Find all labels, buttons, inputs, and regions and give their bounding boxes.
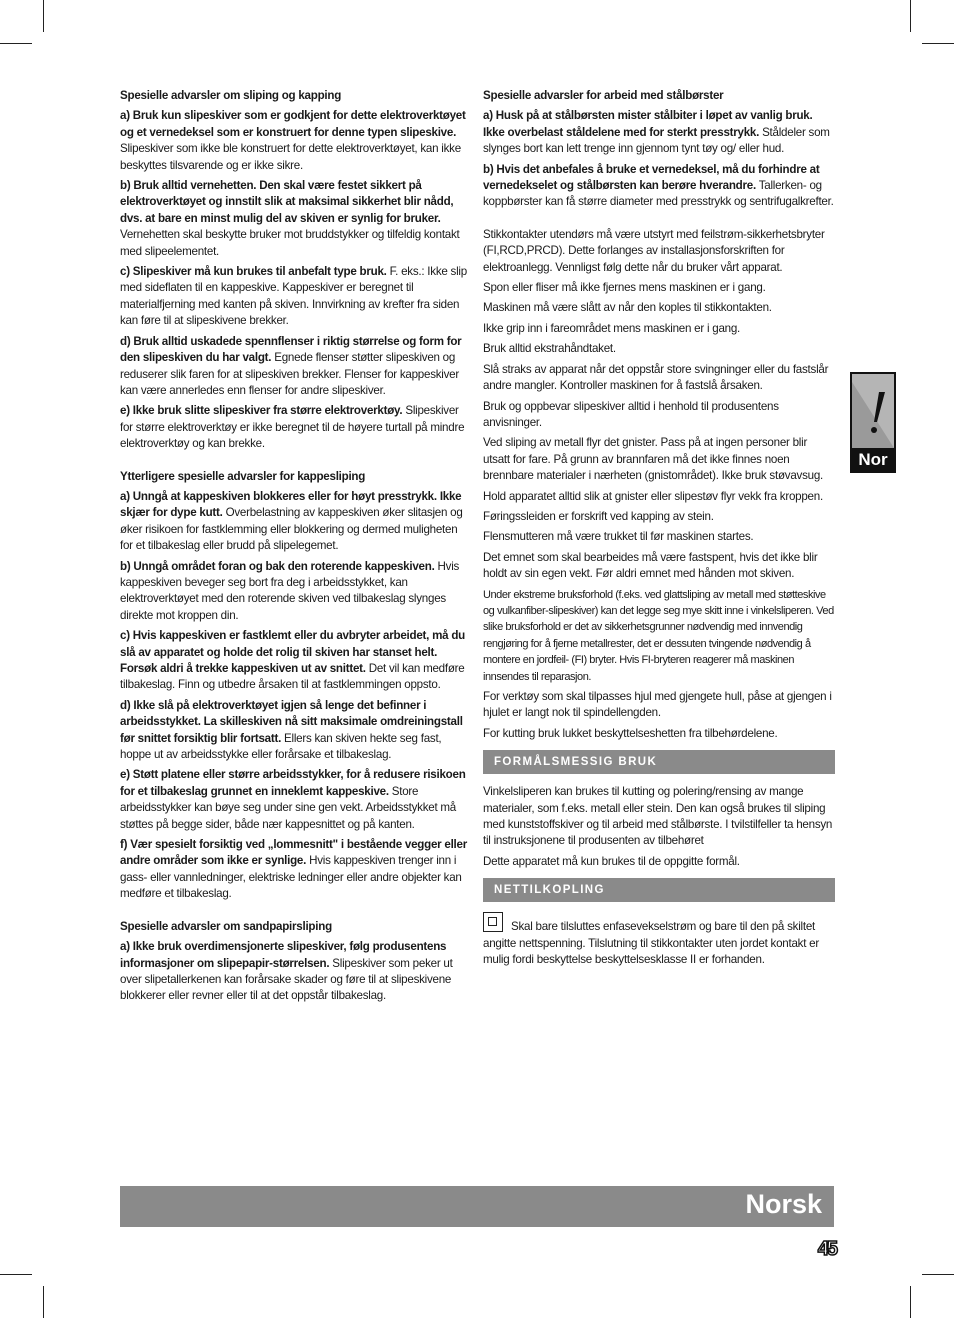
paragraph: e) Støtt platene eller større arbeidsstykker, for å redusere risikoen for et tilbakeslag grunnet en inneklemt kappeskive. Store arbeidsstykker kan bøye seg under sine gen vekt. Arbeidsstykket må støttes på begge sider, både nær kappesnittet og på kanten.	[120, 768, 466, 831]
paragraph: Maskinen må være slått av når den koples til stikkontakten.	[483, 301, 772, 315]
paragraph: For verktøy som skal tilpasses hjul med gjengete hull, påse at gjengen i hjulet er langt nok til spindellengden.	[483, 690, 832, 720]
paragraph: Vinkelsliperen kan brukes til kutting og polering/rensing av mange materialer, som f.eks. metall eller stein. Den kan også brukes til sliping med kunststoffskiver og til arbeid med stålbørste. I tvilstilfeller ta hensyn til instruksjonene til produsenten av tilbehøret	[483, 785, 833, 848]
paragraph: Slå straks av apparat når det oppstår store svingninger eller du fastslår andre mangler. Kontroller maskinen for å fastslå årsaken.	[483, 362, 829, 393]
paragraph: Stikkontakter utendørs må være utstyrt med feilstrøm-sikkerhetsbryter (FI,RCD,PRCD). Dette forlanges av installasjonsforskriften for elektroanlegg. Vennligst følg dette når du bruker vårt apparat.	[483, 227, 825, 274]
paragraph: Flensmutteren må være trukket til før maskinen startes.	[483, 530, 754, 544]
tab-label: Nor	[858, 450, 888, 469]
crop-mark	[43, 0, 44, 32]
section-bar-mains-connection: NETTILKOPLING	[483, 878, 835, 902]
paragraph: d) Ikke slå på elektroverktøyet igjen så lenge det befinner i arbeidsstykket. La skilleskiven nå sitt maksimale omdreiningstall før snittet forsiktig blir fortsatt. Ellers kan skiven hekte seg fast, hoppe ut av arbeidsstykke eller forårsake et tilbakeslag.	[120, 698, 463, 762]
crop-mark	[0, 43, 32, 44]
paragraph: c) Hvis kappeskiven er fastklemt eller du avbryter arbeidet, må du slå av apparatet og holde det rolig til skiven har stanset helt. Forsøk aldri å trekke kappeskiven ut av snittet. Det vil kan medføre tilbakeslag. Finn og utbedre årsaken til at fastklemmingen oppsto.	[120, 629, 465, 692]
paragraph: Ikke grip inn i fareområdet mens maskinen er i gang.	[483, 321, 741, 335]
crop-mark	[922, 43, 954, 44]
crop-mark	[910, 0, 911, 32]
section-heading: Spesielle advarsler for arbeid med stålbørster	[483, 89, 724, 102]
crop-mark	[0, 1274, 32, 1275]
paragraph: Føringssleiden er forskrift ved kapping av stein.	[483, 509, 714, 523]
paragraph: a) Husk på at stålbørsten mister stålbiter i løpet av vanlig bruk. Ikke overbelast ståldelene med for sterkt presstrykk. Ståldeler som slynges bort kan lett trenge inn gjennom tynt tøy og/ eller hud.	[483, 109, 830, 156]
section-bar-intended-use: FORMÅLSMESSIG BRUK	[483, 750, 835, 774]
paragraph: Bruk alltid ekstrahåndtaket.	[483, 342, 616, 356]
paragraph: For kutting bruk lukket beskyttelseshetten fra tilbehørdelene.	[483, 726, 778, 740]
paragraph: c) Slipeskiver må kun brukes til anbefalt type bruk. F. eks.: Ikke slip med sideflaten til en kappeskive. Kappeskiver er beregnet til materialfjerning med kanten på skiven. Innvirkning av krefter fra siden kan føre til at slipeskivene brekker.	[120, 265, 467, 328]
paragraph: Ved sliping av metall flyr det gnister. Pass på at ingen personer blir utsatt for fare. På grunn av brannfaren må det ikke finnes noen brennbare materialer i nærheten (gnistområdet). Ikke bruk støvavsug.	[483, 436, 823, 483]
paragraph: b) Hvis det anbefales å bruke et vernedeksel, må du forhindre at vernedekselet og stålbørsten kan berøre hverandre. Tallerken- og koppbørster kan få større diameter med presstrykk og sentrifugalkrefter.	[483, 162, 834, 209]
paragraph: a) Ikke bruk overdimensjonerte slipeskiver, følg produsentens informasjoner om slipepapir-størrelsen. Slipeskiver som peker ut over slipetallerkenen kan forårsake skader og føre til at slipeskivene blokkerer eller revner eller til at det oppstår tilbakeslag.	[120, 940, 453, 1003]
paragraph: f) Vær spesielt forsiktig ved „lommesnitt" i bestående vegger eller andre områder som ikke er synlige. Hvis kappeskiven trenger inn i gass- eller vannledninger, elektriske ledninger eller andre objekter kan medføre et tilbakeslag.	[120, 838, 467, 901]
right-column	[483, 88, 835, 972]
paragraph: a) Bruk kun slipeskiver som er godkjent for dette elektroverktøyet og et vernedeksel som er konstruert for denne typen slipeskive. Slipeskiver som ikke ble konstruert for dette elektroverktøyet, kan ikke beskyttes tilsvarende og er ikke sikre.	[120, 109, 466, 172]
paragraph: Det emnet som skal bearbeides må være fastspent, hvis det ikke blir holdt av sin egen vekt. Før aldri emnet med hånden mot skiven.	[483, 550, 818, 581]
left-column	[120, 88, 470, 1009]
paragraph: Spon eller fliser må ikke fjernes mens maskinen er i gang.	[483, 281, 766, 295]
paragraph: a) Unngå at kappeskiven blokkeres eller for høyt presstrykk. Ikke skjær for dype kutt. Overbelastning av kappeskiven øker slitasjen og øker risikoen for fastklemming eller blokkering og dermed muligheten for et tilbakeslag eller brudd på slipelegemet.	[120, 489, 463, 553]
protection-class-ii-icon	[483, 912, 503, 932]
paragraph: Hold apparatet alltid slik at gnister eller slipestøv flyr vekk fra kroppen.	[483, 489, 823, 503]
paragraph: Dette apparatet må kun brukes til de oppgitte formål.	[483, 854, 740, 868]
footer-language-bar	[120, 1186, 834, 1227]
paragraph: Under ekstreme bruksforhold (f.eks. ved glattsliping av metall med støtteskive og vulkanfiber-slipeskiver) kan det legge seg mye skitt inne i vinkelsliperen. Ved slike bruksforhold er det av sikkerhetsgrunner nødvendig med innvendig rengjøring for å fjerne metallrester, det er dessuten tvingende nødvendig å montere en jordfeil- (FI) bryter. Hvis FI-bryteren reagerer må maskinen innsendes til reparasjon.	[483, 588, 834, 683]
section-heading: Spesielle advarsler om sliping og kapping	[120, 89, 342, 102]
page-number: 45	[817, 1238, 836, 1260]
warning-icon	[852, 374, 894, 448]
section-heading: Spesielle advarsler om sandpapirsliping	[120, 919, 332, 933]
section-heading: Ytterligere spesielle advarsler for kappesliping	[120, 469, 366, 483]
paragraph: b) Unngå området foran og bak den roterende kappeskiven. Hvis kappeskiven beveger seg bort fra deg i arbeidsstykket, kan elektroverktøyet med den roterende skiven ved tilbakeslag slynges direkte mot kroppen din.	[120, 559, 460, 622]
crop-mark	[43, 1286, 44, 1318]
language-tab	[850, 372, 896, 473]
paragraph: Bruk og oppbevar slipeskiver alltid i henhold til produsentens anvisninger.	[483, 399, 779, 429]
paragraph: b) Bruk alltid vernehetten. Den skal være festet sikkert på elektroverktøyet og innstilt slik at maksimal sikkerhet blir nådd, dvs. at bare en minst mulig del av skiven er synlig for bruker. Vernehetten skal beskytte bruker mot bruddstykker og tilfeldig kontakt med slipeelementet.	[120, 179, 460, 258]
paragraph: d) Bruk alltid uskadede spennflenser i riktig størrelse og form for den slipeskiven du har valgt. Egnede flenser støtter slipeskiven og reduserer slik faren for at slipeskiven brekker. Flenser for kappeskiver kan være annerledes enn flenser for andre slipeskiver.	[120, 334, 462, 397]
paragraph: e) Ikke bruk slitte slipeskiver fra større elektroverktøy. Slipeskiver for større elektroverktøy er ikke beregnet til de høyere turtall på mindre elektroverktøy og kan brekke.	[120, 404, 465, 451]
footer-label: Norsk	[745, 1189, 822, 1219]
paragraph: Skal bare tilsluttes enfasevekselstrøm og bare til den på skiltet angitte nettspenning. Tilslutning til stikkontakter uten jordet kontakt er mulig fordi beskyttelse beskyttelsesklasse II er forhanden.	[483, 912, 835, 968]
crop-mark	[910, 1286, 911, 1318]
crop-mark	[922, 1274, 954, 1275]
